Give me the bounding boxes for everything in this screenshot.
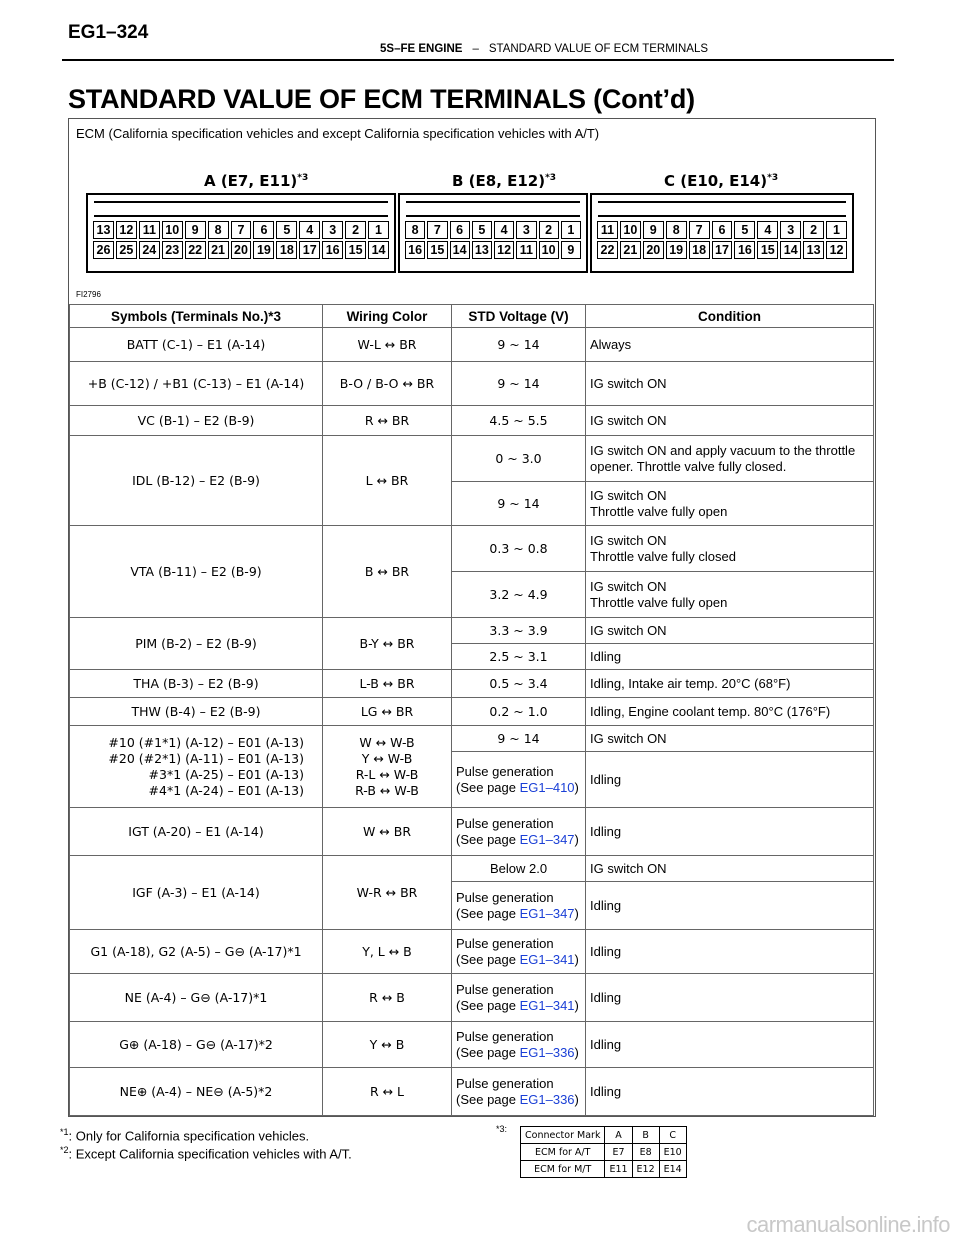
voltage-cell: 3.2 ~ 4.9 — [452, 572, 586, 618]
pin: 13 — [93, 221, 114, 239]
page-link[interactable]: EG1–336 — [519, 1091, 575, 1107]
voltage-cell: Below 2.0 — [452, 856, 586, 882]
table-row — [521, 1161, 687, 1178]
table-row — [70, 670, 874, 698]
pin: 1 — [561, 221, 581, 239]
page-number: EG1–324 — [68, 22, 149, 43]
figure-id: FI2796 — [76, 290, 101, 299]
symbol-cell: IDL (B-12) – E2 (B-9) — [70, 436, 323, 526]
see-page-suffix: ) — [574, 831, 579, 847]
table-row — [70, 808, 874, 856]
connector-c-bottom-pins — [596, 241, 848, 259]
condition-cell: Idling — [586, 1068, 874, 1116]
running-header — [380, 43, 708, 55]
header-engine: 5S–FE ENGINE — [380, 43, 463, 55]
condition-cell: Idling — [586, 1022, 874, 1068]
condition-line: IG switch ON — [590, 532, 667, 548]
table-cell: B — [632, 1127, 659, 1144]
header-section: STANDARD VALUE OF ECM TERMINALS — [488, 43, 709, 55]
wiring-cell: B-Y ↔ BR — [323, 618, 452, 670]
wiring-cell: W ↔ BR — [323, 808, 452, 856]
condition-line: Throttle valve fully open — [590, 594, 728, 610]
table-row — [70, 406, 874, 436]
voltage-cell: 4.5 ~ 5.5 — [452, 406, 586, 436]
pin: 25 — [116, 241, 137, 259]
symbol-cell: +B (C-12) / +B1 (C-13) – E1 (A-14) — [70, 362, 323, 406]
pin: 16 — [405, 241, 425, 259]
pin: 17 — [712, 241, 733, 259]
table-row — [521, 1144, 687, 1161]
connector-b-bottom-pins — [404, 241, 582, 259]
symbol-line: #20 (#2*1) (A-11) – E01 (A-13) — [108, 750, 304, 766]
table-row — [70, 726, 874, 752]
table-row — [70, 698, 874, 726]
pin: 22 — [185, 241, 206, 259]
voltage-cell: 2.5 ~ 3.1 — [452, 644, 586, 670]
connector-c-top-pins — [596, 221, 848, 239]
pin: 3 — [780, 221, 801, 239]
condition-cell: Idling — [586, 752, 874, 808]
pin: 10 — [620, 221, 641, 239]
footnote-text: : Except California specification vehicles with A/T. — [68, 1146, 352, 1162]
pin: 23 — [162, 241, 183, 259]
connector-b-key — [406, 201, 580, 217]
connector-b — [398, 193, 588, 273]
page-link[interactable]: EG1–336 — [519, 1044, 575, 1060]
table-cell: C — [659, 1127, 686, 1144]
connector-a — [86, 193, 396, 273]
table-row — [70, 328, 874, 362]
pin: 5 — [734, 221, 755, 239]
pin: 14 — [450, 241, 470, 259]
pin: 2 — [345, 221, 366, 239]
condition-cell: Idling, Engine coolant temp. 80°C (176°F) — [586, 698, 874, 726]
table-cell: E14 — [659, 1161, 686, 1178]
voltage-cell: 0.2 ~ 1.0 — [452, 698, 586, 726]
pin: 3 — [516, 221, 536, 239]
pin: 9 — [561, 241, 581, 259]
footnote-2 — [60, 1145, 352, 1161]
pin: 24 — [139, 241, 160, 259]
voltage-cell — [452, 1068, 586, 1116]
see-page-suffix: ) — [574, 779, 579, 795]
pin: 12 — [494, 241, 514, 259]
condition-cell: Always — [586, 328, 874, 362]
voltage-cell — [452, 882, 586, 930]
symbol-cell: G⊕ (A-18) – G⊖ (A-17)*2 — [70, 1022, 323, 1068]
pin: 12 — [826, 241, 847, 259]
pulse-text: Pulse generation — [456, 1075, 554, 1091]
wiring-line: W ↔ W-B — [359, 734, 415, 750]
condition-cell: IG switch ON — [586, 726, 874, 752]
see-page-suffix: ) — [574, 951, 579, 967]
condition-cell: Idling — [586, 644, 874, 670]
condition-cell: IG switch ON — [586, 618, 874, 644]
col-header-symbols: Symbols (Terminals No.)*3 — [70, 305, 323, 328]
wiring-cell: B-O / B-O ↔ BR — [323, 362, 452, 406]
page-link[interactable]: EG1–341 — [519, 997, 575, 1013]
pulse-text: Pulse generation — [456, 889, 554, 905]
pin: 16 — [322, 241, 343, 259]
table-row — [70, 436, 874, 482]
header-separator: – — [472, 43, 479, 55]
condition-line: IG switch ON — [590, 578, 667, 594]
voltage-cell: 9 ~ 14 — [452, 362, 586, 406]
see-page-prefix: (See page — [456, 997, 520, 1013]
pin: 15 — [757, 241, 778, 259]
voltage-cell: 3.3 ~ 3.9 — [452, 618, 586, 644]
condition-line: Throttle valve fully closed — [590, 548, 736, 564]
pin: 11 — [139, 221, 160, 239]
see-page-suffix: ) — [574, 1091, 579, 1107]
condition-cell: Idling — [586, 974, 874, 1022]
pin: 13 — [472, 241, 492, 259]
voltage-cell — [452, 974, 586, 1022]
symbol-cell: PIM (B-2) – E2 (B-9) — [70, 618, 323, 670]
wiring-cell: B ↔ BR — [323, 526, 452, 618]
voltage-cell: 9 ~ 14 — [452, 328, 586, 362]
connector-a-key — [94, 201, 388, 217]
pin: 10 — [539, 241, 559, 259]
pin: 14 — [368, 241, 389, 259]
see-page-prefix: (See page — [456, 951, 520, 967]
pin: 21 — [620, 241, 641, 259]
pin: 6 — [712, 221, 733, 239]
connector-a-top-pins — [92, 221, 390, 239]
pin: 4 — [494, 221, 514, 239]
symbol-cell — [70, 726, 323, 808]
wiring-cell: W-R ↔ BR — [323, 856, 452, 930]
wiring-cell: R ↔ L — [323, 1068, 452, 1116]
see-page-prefix: (See page — [456, 831, 520, 847]
pin: 5 — [472, 221, 492, 239]
voltage-cell — [452, 752, 586, 808]
footnote-mark: *1 — [60, 1127, 69, 1137]
pin: 8 — [405, 221, 425, 239]
pulse-text: Pulse generation — [456, 981, 554, 997]
voltage-cell — [452, 808, 586, 856]
pin: 1 — [826, 221, 847, 239]
wiring-cell: Y, L ↔ B — [323, 930, 452, 974]
pulse-text: Pulse generation — [456, 935, 554, 951]
wiring-cell: W-L ↔ BR — [323, 328, 452, 362]
pulse-text: Pulse generation — [456, 763, 554, 779]
pin: 20 — [231, 241, 252, 259]
condition-cell: IG switch ON — [586, 406, 874, 436]
symbol-cell: THW (B-4) – E2 (B-9) — [70, 698, 323, 726]
pin: 6 — [450, 221, 470, 239]
pin: 16 — [734, 241, 755, 259]
pin: 8 — [666, 221, 687, 239]
page-title: STANDARD VALUE OF ECM TERMINALS (Cont’d) — [68, 84, 695, 114]
footnote-mark: *2 — [60, 1145, 69, 1155]
pin: 21 — [208, 241, 229, 259]
connector-c-key — [598, 201, 846, 217]
pin: 11 — [516, 241, 536, 259]
pin: 8 — [208, 221, 229, 239]
pin: 17 — [299, 241, 320, 259]
pin: 5 — [276, 221, 297, 239]
condition-cell — [586, 572, 874, 618]
table-row — [70, 930, 874, 974]
condition-cell: Idling — [586, 808, 874, 856]
wiring-cell: R ↔ BR — [323, 406, 452, 436]
wiring-cell: LG ↔ BR — [323, 698, 452, 726]
connector-b-note: *3 — [545, 173, 557, 183]
col-header-voltage: STD Voltage (V) — [452, 305, 586, 328]
symbol-cell: NE⊕ (A-4) – NE⊖ (A-5)*2 — [70, 1068, 323, 1116]
connector-c-label — [664, 172, 778, 190]
pulse-text: Pulse generation — [456, 815, 554, 831]
table-cell: E12 — [632, 1161, 659, 1178]
table-row — [70, 526, 874, 572]
pin: 20 — [643, 241, 664, 259]
page-link[interactable]: EG1–341 — [519, 951, 575, 967]
table-cell: ECM for A/T — [521, 1144, 605, 1161]
wiring-cell — [323, 726, 452, 808]
pin: 9 — [185, 221, 206, 239]
see-page-prefix: (See page — [456, 1091, 520, 1107]
symbol-line: #4*1 (A-24) – E01 (A-13) — [148, 782, 304, 798]
pin: 1 — [368, 221, 389, 239]
pin: 18 — [276, 241, 297, 259]
pin: 10 — [162, 221, 183, 239]
voltage-cell: 0.5 ~ 3.4 — [452, 670, 586, 698]
table-cell: ECM for M/T — [521, 1161, 605, 1178]
pin: 4 — [299, 221, 320, 239]
table-row — [70, 618, 874, 644]
connector-c-note: *3 — [767, 173, 779, 183]
connector-a-bottom-pins — [92, 241, 390, 259]
condition-cell: Idling — [586, 882, 874, 930]
table-cell: Connector Mark — [521, 1127, 605, 1144]
connector-a-name: A (E7, E11) — [204, 172, 298, 190]
symbol-line: #10 (#1*1) (A-12) – E01 (A-13) — [108, 734, 304, 750]
symbol-cell: BATT (C-1) – E1 (A-14) — [70, 328, 323, 362]
see-page-suffix: ) — [574, 905, 579, 921]
pin: 3 — [322, 221, 343, 239]
symbol-cell: NE (A-4) – G⊖ (A-17)*1 — [70, 974, 323, 1022]
condition-cell: IG switch ON — [586, 856, 874, 882]
table-row — [70, 856, 874, 882]
page-link[interactable]: EG1–347 — [519, 905, 575, 921]
symbol-cell: THA (B-3) – E2 (B-9) — [70, 670, 323, 698]
connector-table-mark: *3: — [496, 1124, 508, 1134]
connector-a-label — [204, 172, 308, 190]
pin: 19 — [253, 241, 274, 259]
table-row — [70, 1068, 874, 1116]
symbol-cell: IGF (A-3) – E1 (A-14) — [70, 856, 323, 930]
symbol-cell: VC (B-1) – E2 (B-9) — [70, 406, 323, 436]
table-cell: E10 — [659, 1144, 686, 1161]
table-cell: E7 — [605, 1144, 632, 1161]
voltage-cell: 9 ~ 14 — [452, 726, 586, 752]
table-row — [70, 1022, 874, 1068]
pin: 15 — [345, 241, 366, 259]
table-cell: A — [605, 1127, 632, 1144]
table-row — [70, 974, 874, 1022]
connector-b-top-pins — [404, 221, 582, 239]
see-page-suffix: ) — [574, 1044, 579, 1060]
table-row — [521, 1127, 687, 1144]
pin: 26 — [93, 241, 114, 259]
condition-cell: Idling, Intake air temp. 20°C (68°F) — [586, 670, 874, 698]
wiring-line: R-L ↔ W-B — [355, 766, 419, 782]
condition-line: Throttle valve fully open — [590, 503, 728, 519]
symbol-cell: IGT (A-20) – E1 (A-14) — [70, 808, 323, 856]
wiring-cell: R ↔ B — [323, 974, 452, 1022]
col-header-condition: Condition — [586, 305, 874, 328]
see-page-prefix: (See page — [456, 905, 520, 921]
see-page-prefix: (See page — [456, 779, 520, 795]
pin: 2 — [539, 221, 559, 239]
voltage-cell — [452, 930, 586, 974]
watermark: carmanualsonline.info — [746, 1212, 950, 1237]
table-cell: E8 — [632, 1144, 659, 1161]
connector-c-name: C (E10, E14) — [664, 172, 768, 190]
pin: 4 — [757, 221, 778, 239]
condition-line: IG switch ON — [590, 487, 667, 503]
ecm-terminal-table — [69, 304, 874, 1116]
pin: 11 — [597, 221, 618, 239]
page-link[interactable]: EG1–410 — [519, 779, 575, 795]
voltage-cell — [452, 1022, 586, 1068]
voltage-cell: 0.3 ~ 0.8 — [452, 526, 586, 572]
condition-cell — [586, 482, 874, 526]
header-rule — [62, 59, 894, 61]
see-page-prefix: (See page — [456, 1044, 520, 1060]
pulse-text: Pulse generation — [456, 1028, 554, 1044]
wiring-cell: L ↔ BR — [323, 436, 452, 526]
pin: 12 — [116, 221, 137, 239]
wiring-cell: L-B ↔ BR — [323, 670, 452, 698]
footnote-1 — [60, 1127, 309, 1143]
pin: 7 — [689, 221, 710, 239]
connector-a-note: *3 — [297, 173, 309, 183]
connector-b-name: B (E8, E12) — [452, 172, 546, 190]
condition-cell: IG switch ON — [586, 362, 874, 406]
connector-mark-table — [520, 1126, 687, 1178]
pin: 9 — [643, 221, 664, 239]
connector-b-label — [452, 172, 556, 190]
pin: 6 — [253, 221, 274, 239]
pin: 13 — [803, 241, 824, 259]
table-header-row — [70, 305, 874, 328]
pin: 22 — [597, 241, 618, 259]
pin: 19 — [666, 241, 687, 259]
symbol-cell: VTA (B-11) – E2 (B-9) — [70, 526, 323, 618]
wiring-line: R-B ↔ W-B — [355, 782, 419, 798]
symbol-cell: G1 (A-18), G2 (A-5) – G⊖ (A-17)*1 — [70, 930, 323, 974]
wiring-line: Y ↔ W-B — [361, 750, 413, 766]
symbol-line: #3*1 (A-25) – E01 (A-13) — [148, 766, 304, 782]
connector-c — [590, 193, 854, 273]
footnote-text: : Only for California specification vehicles. — [68, 1128, 310, 1144]
condition-cell — [586, 526, 874, 572]
voltage-cell: 0 ~ 3.0 — [452, 436, 586, 482]
condition-cell: Idling — [586, 930, 874, 974]
col-header-wiring: Wiring Color — [323, 305, 452, 328]
pin: 14 — [780, 241, 801, 259]
voltage-cell: 9 ~ 14 — [452, 482, 586, 526]
page-link[interactable]: EG1–347 — [519, 831, 575, 847]
condition-cell: IG switch ON and apply vacuum to the throttle opener. Throttle valve fully closed. — [586, 436, 874, 482]
pin: 2 — [803, 221, 824, 239]
pin: 15 — [427, 241, 447, 259]
ecm-caption: ECM (California specification vehicles and except California specification vehicles with A/T) — [76, 126, 600, 141]
wiring-cell: Y ↔ B — [323, 1022, 452, 1068]
table-row — [70, 362, 874, 406]
table-cell: E11 — [605, 1161, 632, 1178]
pin: 7 — [231, 221, 252, 239]
see-page-suffix: ) — [574, 997, 579, 1013]
pin: 7 — [427, 221, 447, 239]
pin: 18 — [689, 241, 710, 259]
